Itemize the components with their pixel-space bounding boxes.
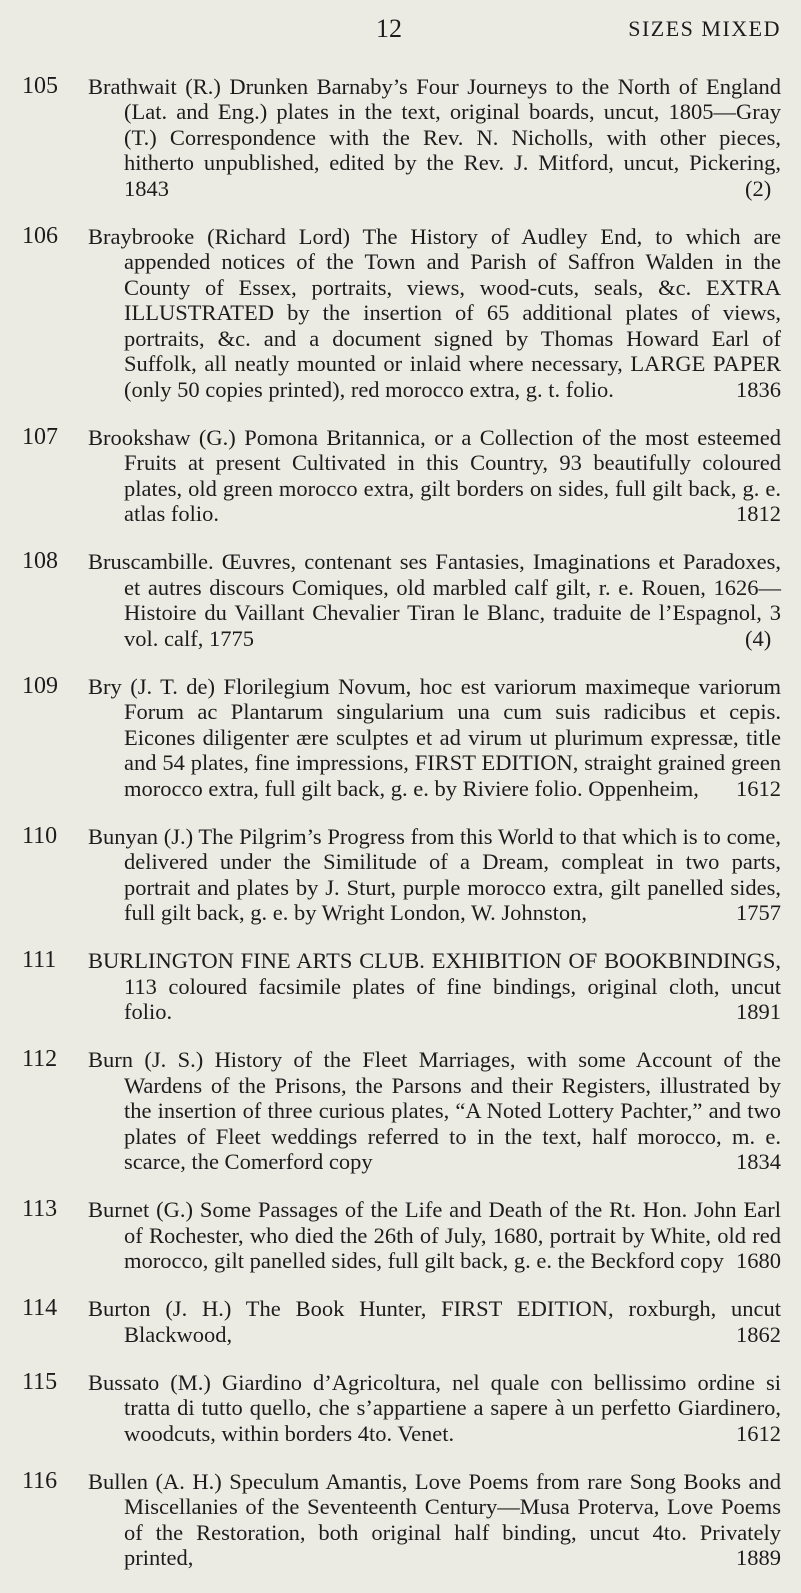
lot-date: 1612 xyxy=(736,1420,781,1446)
page-header xyxy=(0,2,801,42)
lot-number: 109 xyxy=(22,672,58,699)
lot-date: 1757 xyxy=(736,900,781,925)
lot-description: BURLINGTON FINE ARTS CLUB. EXHIBITION OF BOOKBINDINGS, 113 coloured facsimile plates of fine bindings, original cloth, uncut folio. xyxy=(88,948,781,1024)
lot-description: Burnet (G.) Some Passages of the Life and Death of the Rt. Hon. John Earl of Rochester, who died the 26th of July, 1680, portrait by White, old red morocco, gilt panelled sides, full gilt back, g. e. the Beckford copy xyxy=(88,1197,781,1273)
lot-description: Bussato (M.) Giardino d’Agricoltura, nel quale con bellissimo ordine si tratta di tutto quello, che s’appartiene a sapere à un perfetto Giardinero, woodcuts, within borders 4to. Venet. xyxy=(88,1369,781,1446)
lot-number: 111 xyxy=(22,947,57,973)
lot-number: 108 xyxy=(22,548,58,574)
lot-entry xyxy=(0,948,801,1025)
lot-entry xyxy=(0,1296,801,1347)
lot-entry: 105 Brathwait (R.) Drunken Barnaby’s Four Journeys to the North of England (Lat. and Eng.) plates in the text, original boards, uncut, 1805—Gray (T.) Correspondence with the Rev. N. Nicholls, with other pieces, hitherto unpublished, edited by the Rev. J. Mitford, uncut, Pickering, 1843 (2) xyxy=(22,72,781,201)
lot-entry xyxy=(0,224,801,403)
lot-number: 116 xyxy=(22,1467,58,1494)
lot-date: 1680 xyxy=(736,1248,781,1273)
lot-entry xyxy=(0,1370,801,1447)
lot-entry xyxy=(0,824,801,926)
lot-number: 112 xyxy=(22,1046,58,1072)
lot-description: Bunyan (J.) The Pilgrim’s Progress from this World to that which is to come, delivered under the Similitude of a Dream, compleat in two parts, portrait and plates by J. Sturt, purple morocco extra, gilt panelled sides, full gilt back, g. e. by Wright London, W. Johnston, xyxy=(88,823,781,925)
lot-description: Brathwait (R.) Drunken Barnaby’s Four Journeys to the North of England (Lat. and Eng.) plates in the text, original boards, uncut, 1805—Gray (T.) Correspondence with the Rev. N. Nicholls, with other pieces, hitherto unpublished, edited by the Rev. J. Mitford, uncut, Pickering, 1843 xyxy=(88,73,781,201)
running-head: SIZES MIXED xyxy=(628,16,781,41)
page-number: 12 xyxy=(376,14,402,43)
lot-date: 1836 xyxy=(736,376,781,402)
lot-entry xyxy=(0,674,801,802)
lot-number: 110 xyxy=(22,822,58,849)
lot-number: 115 xyxy=(22,1368,58,1395)
lot-number: 106 xyxy=(22,222,58,249)
lot-description: Bruscambille. Œuvres, contenant ses Fantasies, Imaginations et Paradoxes, et autres discours Comiques, old marbled calf gilt, r. e. Rouen, 1626—Histoire du Vaillant Chevalier Tiran le Blanc, traduite de l’Espagnol, 3 vol. calf, 1775 xyxy=(88,549,781,651)
lot-date: 1612 xyxy=(736,775,781,801)
lot-number: 113 xyxy=(22,1196,58,1222)
lot-entry xyxy=(0,425,801,527)
lot-date: 1812 xyxy=(736,501,781,526)
lot-description: Burn (J. S.) History of the Fleet Marriages, with some Account of the Wardens of the Prisons, the Parsons and their Registers, illustrated by the insertion of three curious plates, “A Noted Lottery Pachter,” and two plates of Fleet weddings referred to in the text, half morocco, m. e. scarce, the Comerford copy xyxy=(88,1047,781,1174)
lot-number: 107 xyxy=(22,423,58,450)
lot-entry xyxy=(0,1047,801,1175)
lot-entry: 108 Bruscambille. Œuvres, contenant ses Fantasies, Imaginations et Paradoxes, et autres discours Comiques, old marbled calf gilt, r. e. Rouen, 1626—Histoire du Vaillant Chevalier Tiran le Blanc, traduite de l’Espagnol, 3 vol. calf, 1775 (4) xyxy=(22,548,781,651)
lot-description: Bry (J. T. de) Florilegium Novum, hoc est variorum maximeque variorum Forum ac Plantarum singularium una cum suis radicibus et cepis. Eicones diligenter ære sculptes et ad virum ut plurimum expressæ, title and 54 plates, fine impressions, FIRST EDITION, straight grained green morocco extra, full gilt back, g. e. by Riviere folio. Oppenheim, xyxy=(88,673,781,801)
lot-number: 114 xyxy=(22,1295,58,1321)
lot-description: Braybrooke (Richard Lord) The History of Audley End, to which are appended notices of the Town and Parish of Saffron Walden in the County of Essex, portraits, views, wood-cuts, seals, &c. EXTRA ILLUSTRATED by the insertion of 65 additional plates of views, portraits, &c. and a document signed by Thomas Howard Earl of Suffolk, all neatly mounted or inlaid where necessary, LARGE PAPER (only 50 copies printed), red morocco extra, g. t. folio. xyxy=(88,223,781,402)
lot-description: Brookshaw (G.) Pomona Britannica, or a Collection of the most esteemed Fruits at present Cultivated in this Country, 93 beautifully coloured plates, old green morocco extra, gilt borders on sides, full gilt back, g. e. atlas folio. xyxy=(88,424,781,526)
lot-date: 1891 xyxy=(736,999,781,1024)
lot-date: 1862 xyxy=(736,1321,781,1347)
lot-number: 105 xyxy=(22,72,58,99)
lot-date: 1889 xyxy=(736,1545,781,1570)
lot-entry xyxy=(0,1197,801,1274)
lot-entry xyxy=(0,1469,801,1571)
lot-list xyxy=(0,51,801,1593)
lot-date: 1834 xyxy=(736,1149,781,1174)
lot-description: Burton (J. H.) The Book Hunter, FIRST EDITION, roxburgh, uncut Blackwood, xyxy=(88,1296,781,1347)
lot-description: Bullen (A. H.) Speculum Amantis, Love Poems from rare Song Books and Miscellanies of the Seventeenth Century—Musa Proterva, Love Poems of the Restoration, both original half binding, uncut 4to. Privately printed, xyxy=(88,1468,781,1570)
